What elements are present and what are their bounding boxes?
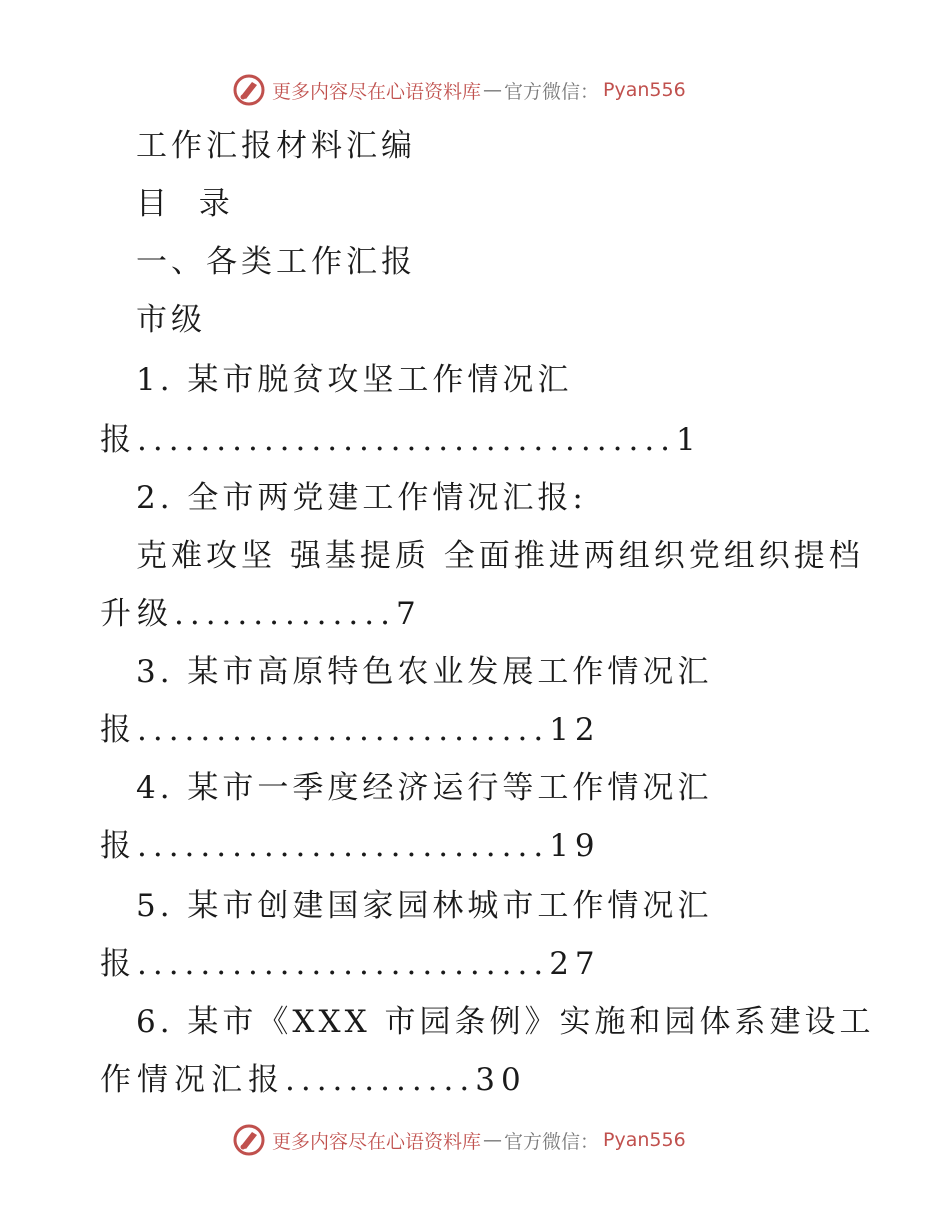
toc-entry-1-title: 1. 某市脱贫攻坚工作情况汇 [136,362,573,398]
toc-entry-2-subtitle: 克难攻坚 强基提质 全面推进两组织党组织提档 [136,538,864,574]
toc-entry-5-page: 报..........................27 [100,946,601,982]
banner-wechat-id: Pyan556 [603,79,686,101]
toc-entry-4-title: 4. 某市一季度经济运行等工作情况汇 [136,770,713,806]
toc-entry-6-title: 6. 某市《XXX 市园条例》实施和园体系建设工 [136,1004,875,1040]
banner-dash: — [483,79,503,101]
toc-entry-5-title: 5. 某市创建国家园林城市工作情况汇 [136,888,713,924]
banner-dash: — [483,1129,503,1151]
banner-wechat-id: Pyan556 [603,1129,686,1151]
banner-wechat-label: 官方微信： [504,1130,600,1153]
footer-banner [232,1120,686,1160]
toc-heading: 目 录 [136,186,234,222]
toc-entry-1-page: 报..................................1 [100,422,702,458]
toc-entry-3-page: 报..........................12 [100,712,601,748]
subsection-heading: 市级 [136,302,206,338]
toc-entry-4-page: 报..........................19 [100,828,601,864]
toc-entry-3-title: 3. 某市高原特色农业发展工作情况汇 [136,654,713,690]
toc-entry-2-title: 2. 全市两党建工作情况汇报: [136,480,587,516]
banner-text: 更多内容尽在心语资料库 [272,80,482,103]
header-banner [232,70,686,110]
logo-icon [232,1123,266,1157]
toc-entry-6-page: 作情况汇报............30 [100,1062,527,1098]
section-heading: 一、各类工作汇报 [136,244,416,280]
banner-text: 更多内容尽在心语资料库 [272,1130,482,1153]
document-title: 工作汇报材料汇编 [136,128,416,164]
banner-wechat-label: 官方微信： [504,80,600,103]
logo-icon [232,73,266,107]
toc-entry-2-page: 升级..............7 [100,596,422,632]
